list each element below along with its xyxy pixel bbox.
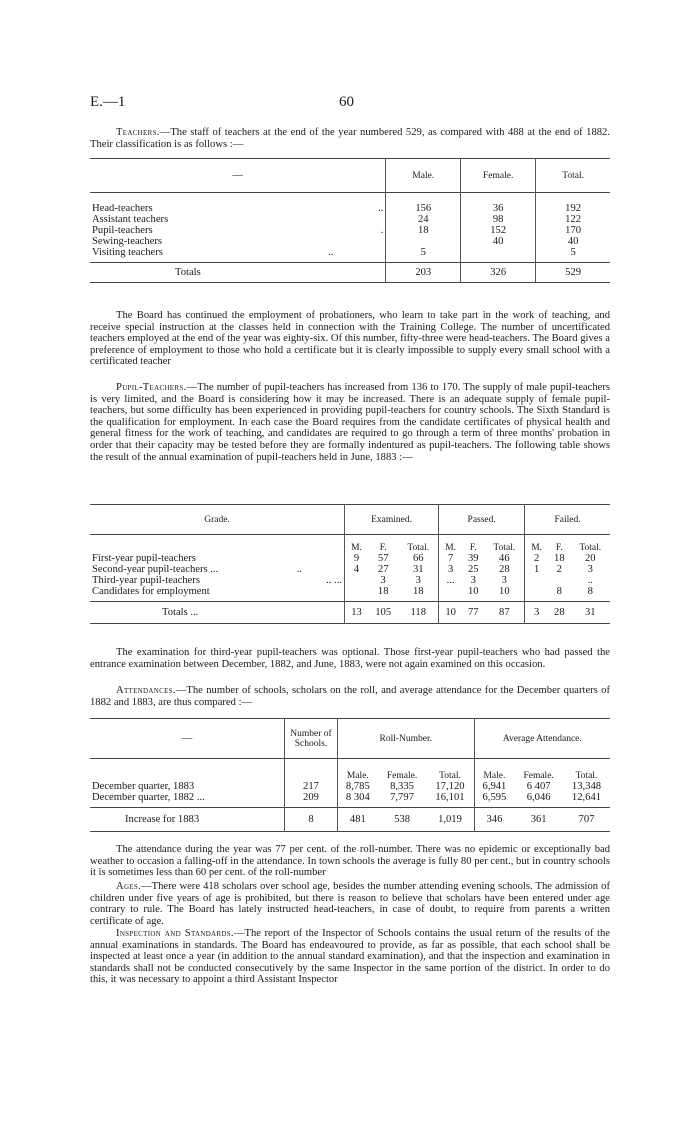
table-row: Candidates for employment 18 18 10 10 8 8 <box>92 585 593 597</box>
page-number: 60 <box>339 94 354 110</box>
section-reference: E.—1 <box>90 94 126 110</box>
column-header: Total. <box>536 159 610 193</box>
ages-paragraph: Ages.—There were 418 scholars over school age, besides the number attending evening schools. The admission of children under five years of age is prohibited, but there is reason to believe that scholars have been entered under age contrary to rule. The Board has lately instructed head-teachers, in case of doubt, to require from parents a written certificate of age. <box>90 881 610 927</box>
table-row: Third-year pupil-teachers .. ... 3 3 ... 3 3 .. <box>92 574 593 586</box>
column-header: Male. <box>386 159 461 193</box>
table-row: Second-year pupil-teachers ... .. 4 27 31 3 25 28 1 2 3 <box>92 563 593 575</box>
attendances-heading: Attendances. <box>116 685 176 696</box>
totals-row: Totals 203 326 529 <box>90 263 610 283</box>
schools-header: Number of Schools. <box>285 719 338 759</box>
attendance-table: — Number of Schools. Roll-Number. Average Attendance. Male. Female. Total. Male. Female. Total. December quarter, 1883 217 8,785 8,335 17,120 6,941 6 407 13,348 December quarter, 1882 ... 209 8 304 7,797 16,101 6,595 6,046 12,641 Increase for 1883 8 481 538 1,019 346 361 707 <box>90 718 610 832</box>
totals-row: Totals ... 13 105 118 10 77 87 3 28 31 <box>90 602 610 624</box>
inspection-heading: Inspection and Standards. <box>116 928 234 939</box>
increase-row: Increase for 1883 8 481 538 1,019 346 361 707 <box>90 808 610 832</box>
pupil-teachers-heading: Pupil-Teachers. <box>116 382 187 393</box>
pupil-teachers-table: Grade. Examined. Passed. Failed. M. F. Total. M. F. Total. M. F. Total. First-year pupil-teachers 9 57 66 7 39 46 2 18 20 Second-year pupil-teachers ... .. 4 27 31 3 25 28 1 2 3 Third-year pupil-teachers .. ... 3 3 ... 3 3 .. Candidates for employment 18 18 10 10 8 8 Totals ... 13 105 118 10 77 87 3 28 31 <box>90 504 610 624</box>
table-row: December quarter, 1882 ... 209 8 304 7,797 16,101 6,595 6,046 12,641 <box>92 791 602 803</box>
table-row: December quarter, 1883 217 8,785 8,335 17,120 6,941 6 407 13,348 <box>92 780 602 792</box>
probationers-paragraph: The Board has continued the employment of probationers, who learn to take part in the work of teaching, and receive special instruction at the classes held in connection with the Training College. The number of uncertificated teachers employed at the end of the year was eighty-six. Of this number, fifty-three were head-teachers. The Board gives a preference of employment to those who hold a certificate but it is clearly impossible to supply every small school with a certificated teacher <box>90 310 610 368</box>
table-corner: — <box>232 170 243 181</box>
column-header: Female. <box>461 159 536 193</box>
attendance-paragraph: The attendance during the year was 77 per cent. of the roll-number. There was no epidemic or exceptionally bad weather to occasion a falling-off in the attendance. In town schools the average is fully 80 per cent., but in country schools it is sometimes less than 60 per cent. of the roll-number <box>90 844 610 879</box>
teachers-intro: —The staff of teachers at the end of the year numbered 529, as compared with 488 at the end of 1882. Their classification is as follows :— <box>90 127 610 150</box>
teachers-heading: Teachers. <box>116 127 160 138</box>
table-row: Pupil-teachers . 18 152 170 <box>90 225 610 236</box>
table-row: Visiting teachers .. 5 5 <box>90 247 610 258</box>
grade-header: Grade. <box>204 514 230 525</box>
ages-heading: Ages. <box>116 881 142 892</box>
attendances-paragraph: Attendances.—The number of schools, scholars on the roll, and average attendance for the December quarters of 1882 and 1883, are thus compared :— <box>90 685 610 708</box>
teachers-table <box>90 158 610 283</box>
table-row: Sewing-teachers 40 40 <box>90 236 610 247</box>
teachers-paragraph <box>90 127 610 150</box>
table-row: Head-teachers .. 156 36 192 <box>90 203 610 214</box>
pupil-teachers-paragraph: Pupil-Teachers.—The number of pupil-teachers has increased from 136 to 170. The supply of male pupil-teachers is very limited, and the Board is considering how it may be increased. There is an adequate supply of female pupil-teachers, but some difficulty has been experienced in providing pupil-teachers for country schools. The Sixth Standard is the qualification for employment. In each case the Board requires from the candidate certificates of physical health and general fitness for the work of teaching, and candidates are required to go through a term of three months' probation in order that their capacity may be tested before they are formally indentured as pupil-teachers. The following table shows the result of the annual examination of pupil-teachers held in June, 1883 :— <box>90 382 610 463</box>
examination-paragraph: The examination for third-year pupil-teachers was optional. Those first-year pupil-teachers who had passed the entrance examination between December, 1882, and June, 1883, were not again examined on this occasion. <box>90 647 610 670</box>
table-row: Assistant teachers 24 98 122 <box>90 214 610 225</box>
inspection-paragraph: Inspection and Standards.—The report of the Inspector of Schools contains the usual return of the results of the annual examinations in standards. The Board has endeavoured to provide, as far as possible, that each school shall be inspected at least once a year (in addition to the annual standard examination), and that the inspection and examination in standards shall not be conducted consecutively by the same Inspector in the same portion of the district. In order to do this, it was necessary to appoint a third Assistant Inspector <box>90 928 610 986</box>
table-row: First-year pupil-teachers 9 57 66 7 39 46 2 18 20 <box>92 552 596 564</box>
